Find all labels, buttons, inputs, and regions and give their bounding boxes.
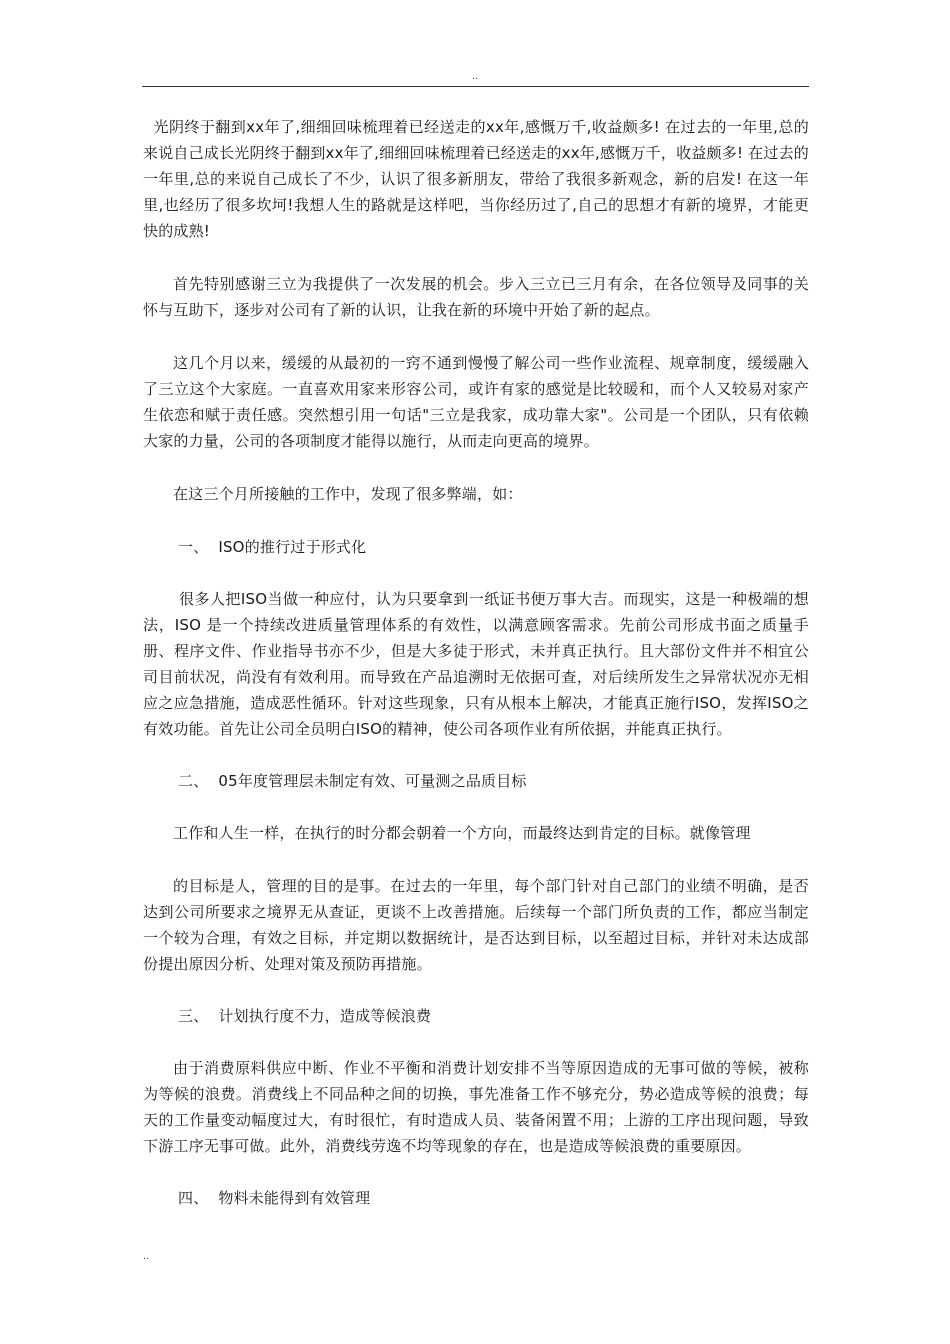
header-divider bbox=[142, 86, 809, 87]
paragraph-thanks: 首先特别感谢三立为我提供了一次发展的机会。步入三立已三月有余，在各位领导及同事的关怀与互助下，逐步对公司有了新的认识，让我在新的环境中开始了新的起点。 bbox=[143, 275, 809, 319]
paragraph-goals-lead: 工作和人生一样，在执行的时分都会朝着一个方向，而最终达到肯定的目标。就像管理 bbox=[173, 824, 751, 842]
paragraph-findings-intro: 在这三个月所接触的工作中，发现了很多弊端，如： bbox=[173, 485, 523, 503]
paragraph-goals: 的目标是人，管理的目的是事。在过去的一年里，每个部门针对自己部门的业绩不明确，是否达到公司所要求之境界无从查证，更谈不上改善措施。后续每一个部门所负责的工作，都应当制定一个较为合理，有效之目标，并定期以数据统计，是否达到目标，以至超过目标，并针对未达成部份提出原因分析、处理对策及预防再措施。 bbox=[143, 877, 809, 973]
page-footer-mark: .. bbox=[143, 1251, 150, 1262]
paragraph-waiting-waste: 由于消费原料供应中断、作业不平衡和消费计划安排不当等原因造成的无事可做的等候，被称为等候的浪费。消费线上不同品种之间的切换，事先准备工作不够充分，势必造成等候的浪费；每天的工作量变动幅度过大，有时很忙，有时造成人员、装备闲置不用；上游的工序出现问题，导致下游工序无事可做。此外，消费线劳逸不均等现象的存在，也是造成等候浪费的重要原因。 bbox=[143, 1059, 809, 1155]
section-heading-4: 四、 物料未能得到有效管理 bbox=[178, 1189, 371, 1207]
page-header-mark: .. bbox=[471, 71, 479, 82]
paragraph-intro: 光阴终于翻到xx年了,细细回味梳理着已经送走的xx年,感慨万千,收益颇多! 在过去的一年里,总的来说自己成长光阴终于翻到xx年了,细细回味梳理着已经送走的xx年,感慨万千，收益颇多! 在过去的一年里,总的来说自己成长了不少，认识了很多新朋友，带给了我很多新观念，新的启发! 在这一年里,也经历了很多坎坷!我想人生的路就是这样吧，当你经历过了,自己的思想才有新的境界，才能更快的成熟! bbox=[143, 118, 809, 240]
paragraph-integration: 这几个月以来，缓缓的从最初的一窍不通到慢慢了解公司一些作业流程、规章制度，缓缓融入了三立这个大家庭。一直喜欢用家来形容公司，或许有家的感觉是比较暖和，而个人又较易对家产生依恋和赋于责任感。突然想引用一句话"三立是我家，成功靠大家"。公司是一个团队，只有依赖大家的力量，公司的各项制度才能得以施行，从而走向更高的境界。 bbox=[143, 354, 809, 450]
paragraph-iso: 很多人把ISO当做一种应付，认为只要拿到一纸证书便万事大吉。而现实，这是一种极端的想法，ISO 是一个持续改进质量管理体系的有效性，以满意顾客需求。先前公司形成书面之质量手册、程序文件、作业指导书亦不少，但是大多徒于形式，未并真正执行。且大部份文件并不相宜公司目前状况，尚没有有效利用。而导致在产品追溯时无依据可查，对后续所发生之异常状况亦无相应之应急措施，造成恶性循环。针对这些现象，只有从根本上解决，才能真正施行ISO，发挥ISO之有效功能。首先让公司全员明白ISO的精神，使公司各项作业有所依据，并能真正执行。 bbox=[143, 590, 809, 738]
section-heading-1: 一、 ISO的推行过于形式化 bbox=[178, 538, 367, 556]
section-heading-3: 三、 计划执行度不力，造成等候浪费 bbox=[178, 1007, 432, 1025]
document-body bbox=[143, 114, 809, 1211]
section-heading-2: 二、 05年度管理层未制定有效、可量测之品质目标 bbox=[178, 772, 527, 790]
